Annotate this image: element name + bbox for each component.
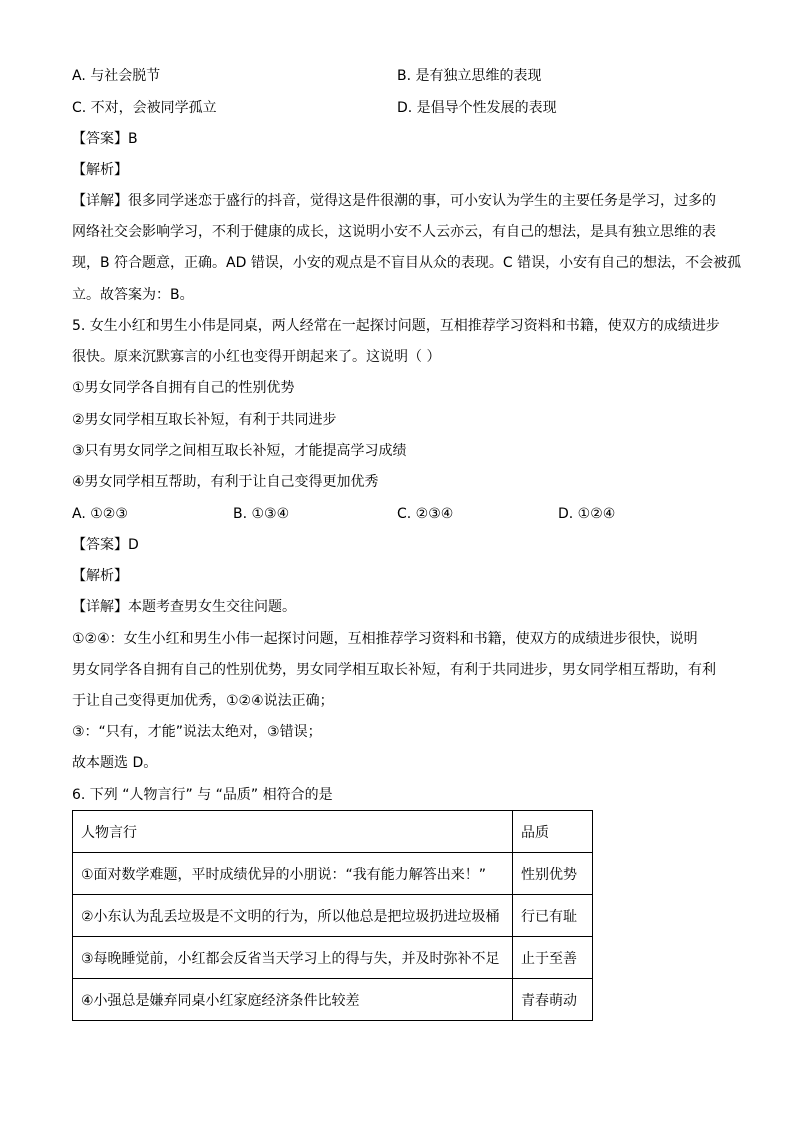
q4-detail-line: 现，B 符合题意，正确。AD 错误，小安的观点是不盲目从众的表现。C 错误，小安有自己的想法，不会被孤 [72, 255, 742, 271]
q5-stem-line: 5. 女生小红和男生小伟是同桌，两人经常在一起探讨问题，互相推荐学习资料和书籍，使双方的成绩进步 [72, 318, 720, 334]
q5-detail-line: ①②④：女生小红和男生小伟一起探讨问题，互相推荐学习资料和书籍，使双方的成绩进步很快，说明 [72, 631, 698, 647]
q4-option-c: C. 不对，会被同学孤立 [72, 100, 217, 116]
table-header-cell: 品质 [513, 811, 593, 853]
table-cell: 行已有耻 [513, 895, 593, 937]
table-row [73, 895, 593, 937]
table-header-cell: 人物言行 [73, 811, 513, 853]
table-cell: ④小强总是嫌弃同桌小红家庭经济条件比较差 [73, 979, 513, 1021]
table-row [73, 979, 593, 1021]
q6-stem: 6. 下列 “人物言行” 与 “品质” 相符合的是 [72, 787, 333, 803]
q4-option-d: D. 是倡导个性发展的表现 [397, 100, 557, 116]
q4-option-a: A. 与社会脱节 [72, 68, 161, 84]
q5-option-b: B. ①③④ [233, 506, 290, 522]
q5-statement: ④男女同学相互帮助，有利于让自己变得更加优秀 [72, 474, 379, 490]
q5-answer: 【答案】D [72, 537, 139, 553]
q5-option-d: D. ①②④ [558, 506, 616, 522]
table-row [73, 853, 593, 895]
table-cell: 止于至善 [513, 937, 593, 979]
q4-detail-line: 立。故答案为：B。 [72, 287, 194, 303]
q5-analysis-label: 【解析】 [72, 568, 128, 584]
q5-detail-line: 于让自己变得更加优秀，①②④说法正确； [72, 693, 334, 709]
q5-statement: ②男女同学相互取长补短，有利于共同进步 [72, 412, 337, 428]
table-cell: 青春萌动 [513, 979, 593, 1021]
table-row [73, 937, 593, 979]
q4-detail-line: 【详解】很多同学迷恋于盛行的抖音，觉得这是件很潮的事，可小安认为学生的主要任务是学习，过多的 [72, 193, 716, 209]
q5-statement: ③只有男女同学之间相互取长补短，才能提高学习成绩 [72, 443, 407, 459]
q4-answer: 【答案】B [72, 131, 138, 147]
q4-analysis-label: 【解析】 [72, 162, 128, 178]
q5-option-a: A. ①②③ [72, 506, 128, 522]
table-cell: ②小东认为乱丢垃圾是不文明的行为，所以他总是把垃圾扔进垃圾桶 [73, 895, 513, 937]
q5-detail-line: 【详解】本题考查男女生交往问题。 [72, 599, 296, 615]
q5-detail-line: ③：“只有，才能”说法太绝对，③错误； [72, 724, 322, 740]
q5-option-c: C. ②③④ [397, 506, 454, 522]
table-cell: ①面对数学难题，平时成绩优异的小朋说：“我有能力解答出来！” [73, 853, 513, 895]
table-cell: ③每晚睡觉前，小红都会反省当天学习上的得与失，并及时弥补不足 [73, 937, 513, 979]
q5-detail-line: 男女同学各自拥有自己的性别优势，男女同学相互取长补短，有利于共同进步，男女同学相互帮助，有利 [72, 662, 716, 678]
q5-statement: ①男女同学各自拥有自己的性别优势 [72, 380, 295, 396]
q4-option-b: B. 是有独立思维的表现 [397, 68, 542, 84]
table-cell: 性别优势 [513, 853, 593, 895]
q6-table [72, 810, 593, 1021]
table-header-row [73, 811, 593, 853]
q5-detail-line: 故本题选 D。 [72, 755, 158, 771]
q4-detail-line: 网络社交会影响学习，不利于健康的成长，这说明小安不人云亦云，有自己的想法，是具有独立思维的表 [72, 224, 716, 240]
q5-stem-line: 很快。原来沉默寡言的小红也变得开朗起来了。这说明（ ） [72, 349, 441, 365]
